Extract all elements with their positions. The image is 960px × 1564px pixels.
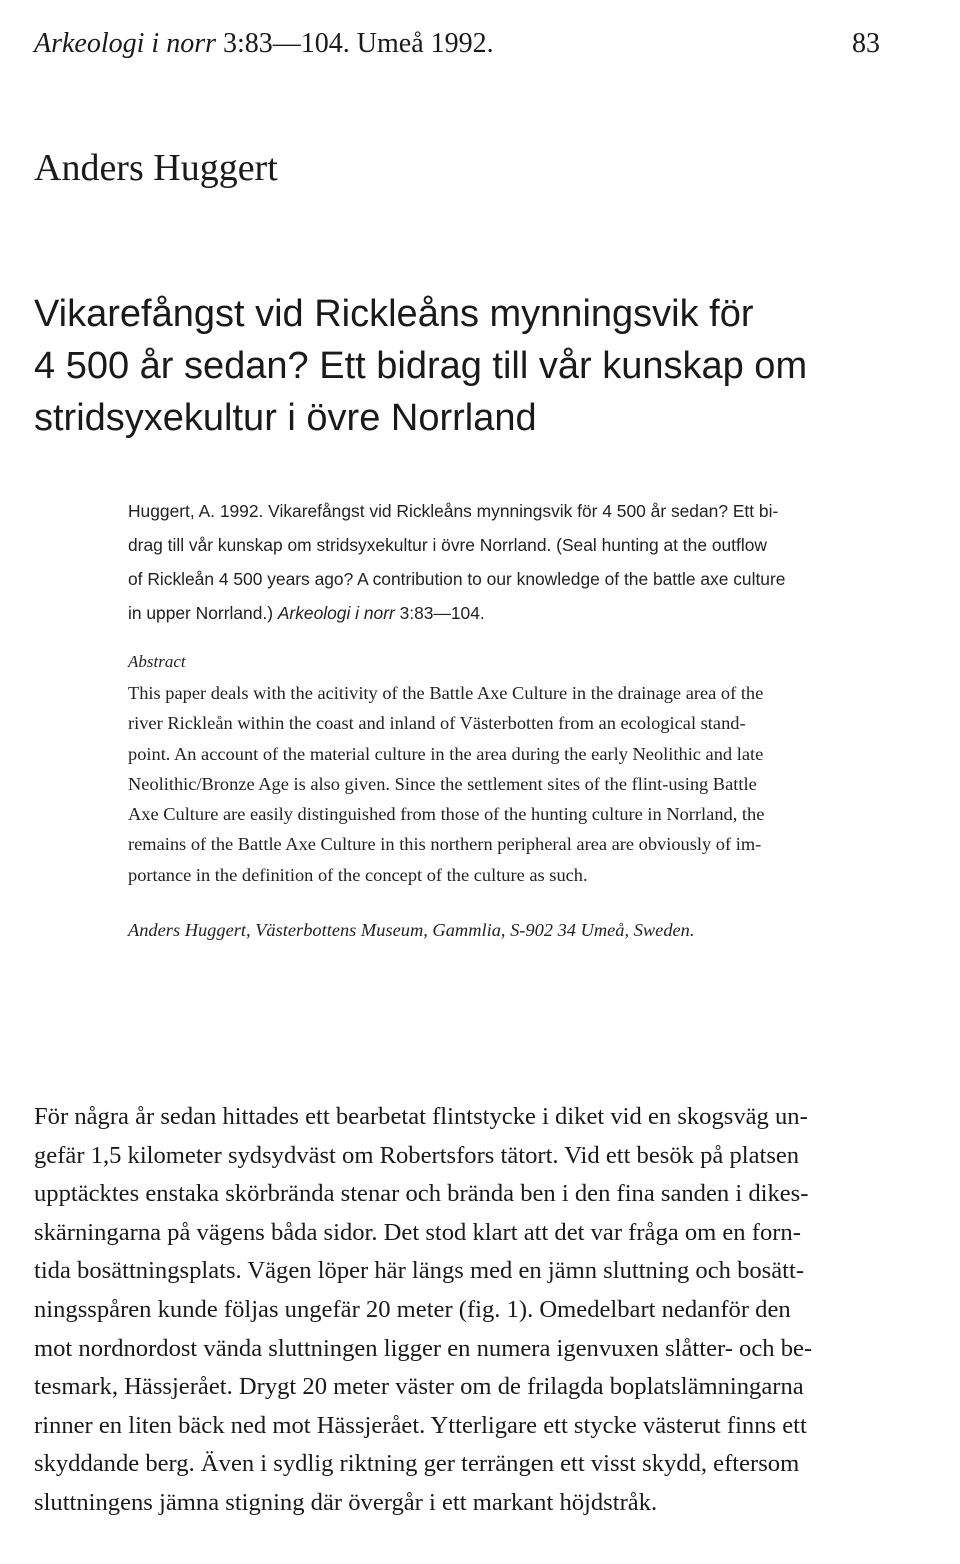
body-line: skärningarna på vägens båda sidor. Det stod klart att det var fråga om en forn-: [34, 1218, 801, 1246]
abstract-heading: Abstract: [128, 652, 186, 671]
citation-prefix: in upper Norrland.): [128, 603, 278, 623]
citation-line: drag till vår kunskap om stridsyxekultur i övre Norrland. (Seal hunting at the outflow: [128, 535, 767, 555]
abstract-body: [128, 678, 880, 890]
journal-name: Arkeologi i norr: [34, 28, 216, 59]
abstract-line: point. An account of the material culture in the area during the early Neolithic and late: [128, 743, 764, 764]
title-line: stridsyxekultur i övre Norrland: [34, 397, 537, 439]
body-line: tida bosättningsplats. Vägen löper här längs med en jämn sluttning och bosätt-: [34, 1257, 805, 1285]
journal-reference: [34, 28, 494, 60]
abstract-line: remains of the Battle Axe Culture in this northern peripheral area are obviously of im-: [128, 834, 762, 855]
body-line: skyddande berg. Även i sydlig riktning ger terrängen ett visst skydd, eftersom: [34, 1450, 800, 1478]
body-line: upptäcktes enstaka skörbrända stenar och brända ben i den fina sanden i dikes-: [34, 1180, 809, 1208]
body-line: rinner en liten bäck ned mot Hässjerået. Ytterligare ett stycke västerut finns ett: [34, 1411, 807, 1439]
abstract-line: river Rickleån within the coast and inland of Västerbotten from an ecological stand-: [128, 713, 746, 734]
body-paragraph: [34, 1098, 920, 1523]
citation-line: Huggert, A. 1992. Vikarefångst vid Rickleåns mynningsvik för 4 500 år sedan? Ett bi-: [128, 501, 779, 521]
citation: [128, 494, 880, 630]
citation-line: of Rickleån 4 500 years ago? A contribution to our knowledge of the battle axe culture: [128, 569, 786, 589]
body-line: sluttningens jämna stigning där övergår i ett markant höjdstråk.: [34, 1488, 658, 1516]
body-line: mot nordnordost vända sluttningen ligger en numera igenvuxen slåtter- och be-: [34, 1334, 813, 1362]
page-header: [34, 28, 880, 68]
citation-suffix: 3:83—104.: [394, 603, 485, 623]
body-line: För några år sedan hittades ett bearbetat flintstycke i diket vid en skogsväg un-: [34, 1103, 808, 1130]
page-number: 83: [852, 28, 880, 59]
abstract-line: Axe Culture are easily distinguished from those of the hunting culture in Norrland, the: [128, 804, 765, 825]
citation-line: [128, 596, 880, 630]
abstract-line: This paper deals with the acitivity of the Battle Axe Culture in the drainage area of the: [128, 683, 764, 703]
body-line: ningsspåren kunde följas ungefär 20 meter (fig. 1). Omedelbart nedanför den: [34, 1295, 791, 1323]
journal-volume: 3:83—104. Umeå 1992.: [216, 28, 494, 59]
body-line: gefär 1,5 kilometer sydsydväst om Robertsfors tätort. Vid ett besök på platsen: [34, 1141, 800, 1169]
title-line: Vikarefångst vid Rickleåns mynningsvik för: [34, 293, 754, 335]
title-line: 4 500 år sedan? Ett bidrag till vår kunskap om: [34, 345, 808, 387]
article-title: [34, 288, 914, 444]
body-line: tesmark, Hässjerået. Drygt 20 meter väster om de frilagda boplatslämningarna: [34, 1373, 804, 1401]
author-affiliation: Anders Huggert, Västerbottens Museum, Gammlia, S-902 34 Umeå, Sweden.: [128, 920, 695, 940]
abstract-line: Neolithic/Bronze Age is also given. Since the settlement sites of the flint-using Battle: [128, 773, 757, 794]
author-name: Anders Huggert: [34, 147, 278, 189]
citation-journal: Arkeologi i norr: [277, 603, 395, 623]
abstract-line: portance in the definition of the concept of the culture as such.: [128, 864, 588, 885]
